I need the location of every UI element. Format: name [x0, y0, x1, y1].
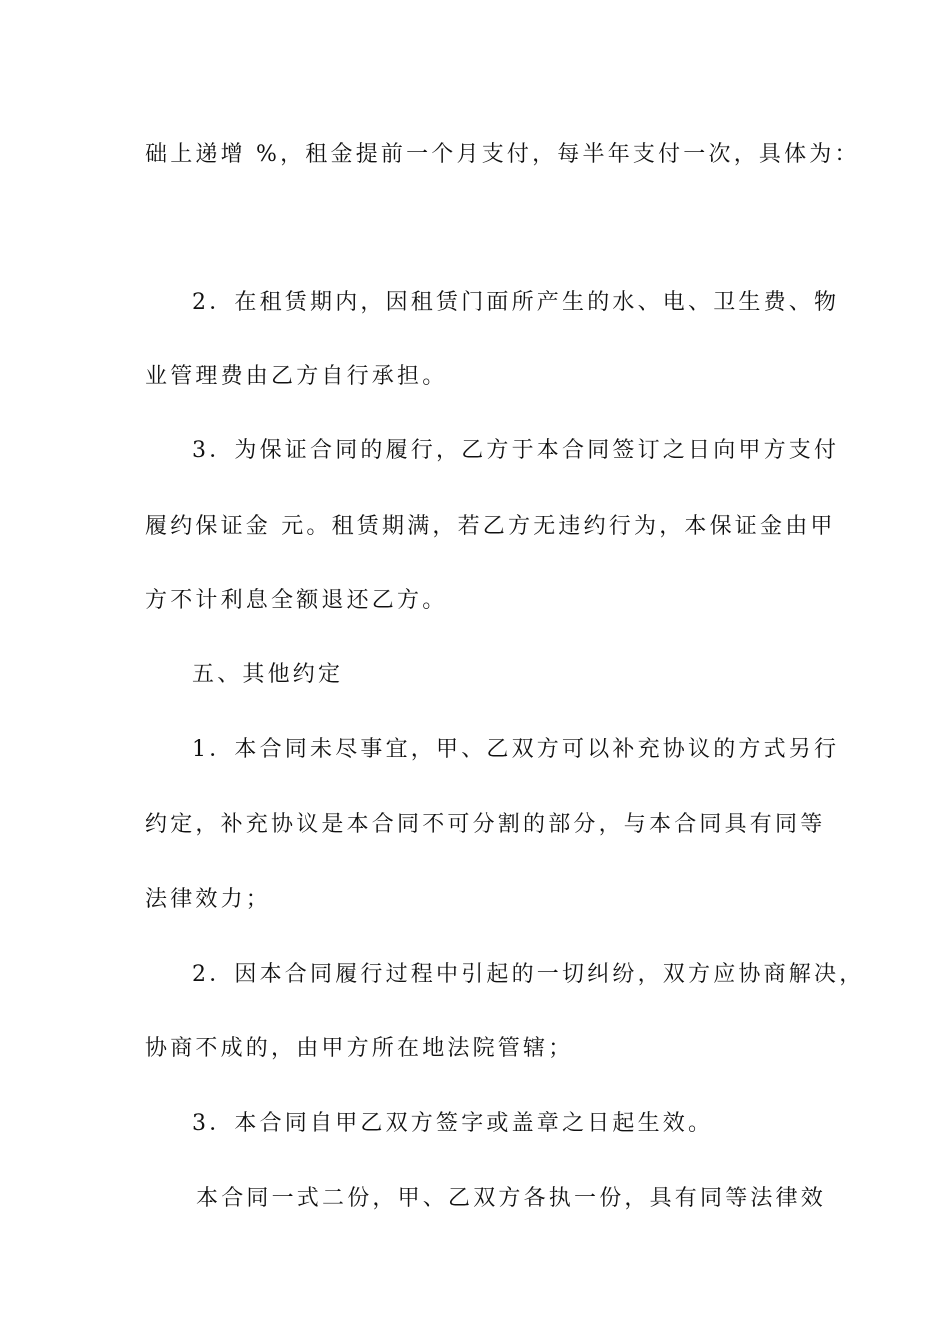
section-heading: 五、其他约定	[192, 662, 344, 687]
text-line: 约定，补充协议是本合同不可分割的部分，与本合同具有同等	[145, 812, 826, 837]
text-line: 本合同一式二份，甲、乙双方各执一份，具有同等法律效	[196, 1186, 827, 1211]
clause-line: 2．因本合同履行过程中引起的一切纠纷，双方应协商解决，	[192, 962, 865, 987]
clause-line: 3．为保证合同的履行，乙方于本合同签订之日向甲方支付	[192, 438, 840, 463]
text-line: 方不计利息全额退还乙方。	[145, 588, 448, 613]
clause-line: 3．本合同自甲乙双方签字或盖章之日起生效。	[192, 1111, 714, 1136]
text-line: 业管理费由乙方自行承担。	[145, 364, 448, 389]
clause-line: 2．在租赁期内，因租赁门面所产生的水、电、卫生费、物	[192, 290, 840, 315]
text-line: 履约保证金 元。租赁期满，若乙方无违约行为，本保证金由甲	[145, 514, 836, 539]
text-line: 础上递增 %，租金提前一个月支付，每半年支付一次，具体为：	[145, 142, 860, 167]
clause-line: 1．本合同未尽事宜，甲、乙双方可以补充协议的方式另行	[192, 737, 840, 762]
text-line: 法律效力；	[145, 887, 272, 912]
text-line: 协商不成的，由甲方所在地法院管辖；	[145, 1036, 574, 1061]
